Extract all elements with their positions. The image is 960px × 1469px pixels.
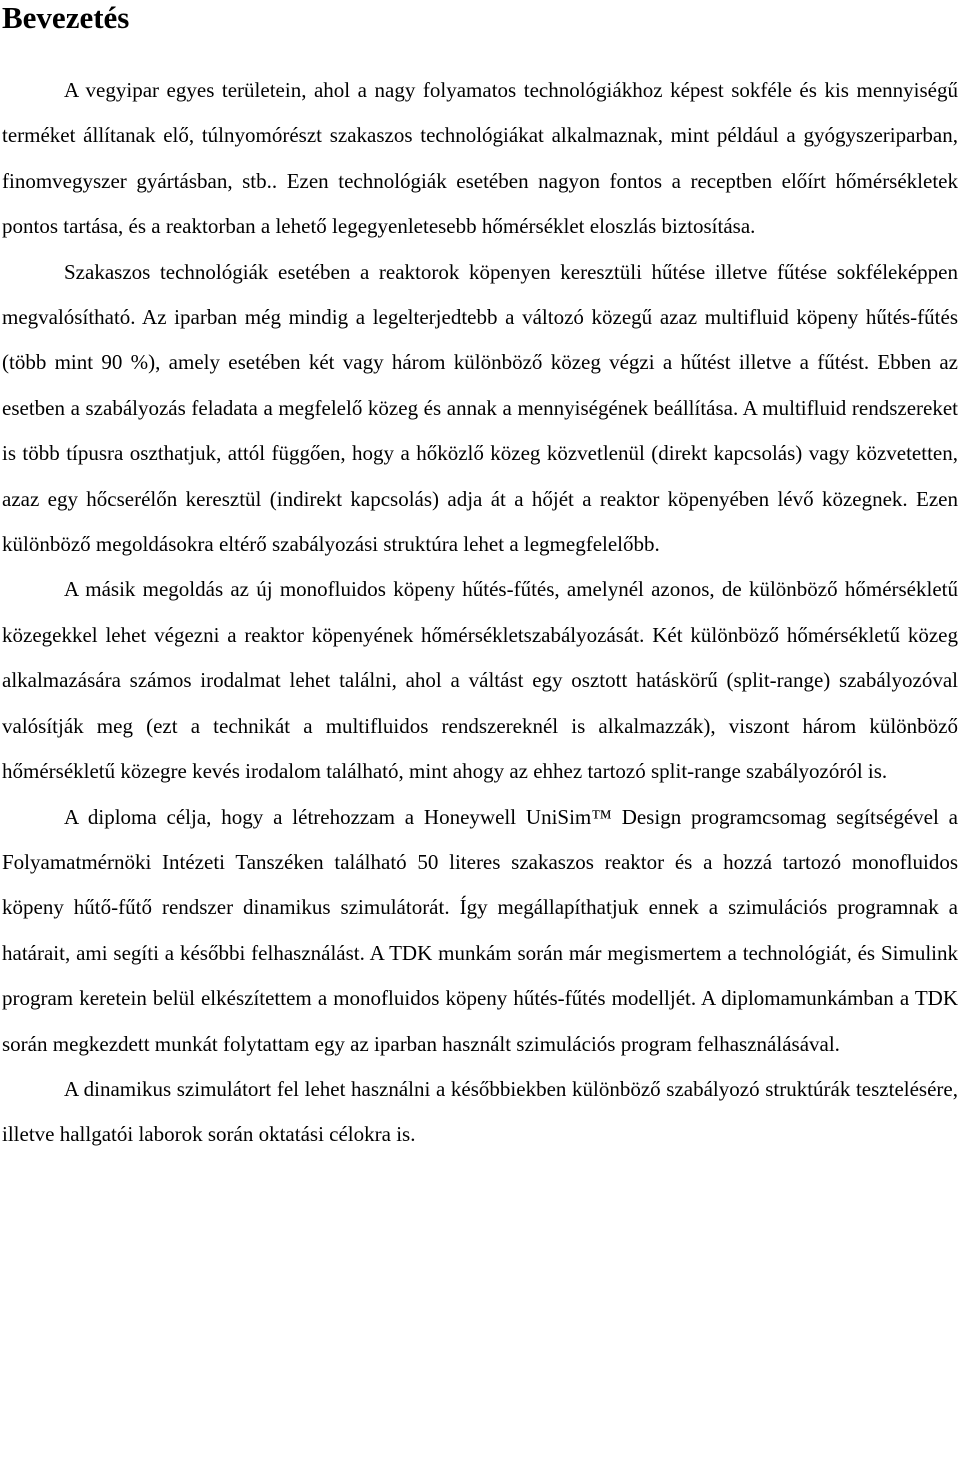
paragraph-multifluid: Szakaszos technológiák esetében a reaktorok köpenyen keresztüli hűtése illetve fűtése sokféleképpen megvalósítható. Az iparban még mindig a legelterjedtebb a változó közegű azaz multifluid köpeny hűtés-fűtés (több mint 90 %), amely esetében két vagy három különböző közeg végzi a hűtést illetve a fűtést. Ebben az esetben a szabályozás feladata a megfelelő közeg és annak a mennyiségének beállítása. A multifluid rendszereket is több típusra oszthatjuk, attól függően, hogy a hőközlő közeg közvetlenül (direkt kapcsolás) vagy közvetetten, azaz egy hőcserélőn keresztül (indirekt kapcsolás) adja át a hőjét a reaktor köpenyében lévő közegnek. Ezen különböző megoldásokra eltérő szabályozási struktúra lehet a legmegfelelőbb. [2, 259, 958, 557]
section-title: Bevezetés [2, 0, 130, 35]
document-page [2, 0, 958, 1158]
paragraph-future-use: A dinamikus szimulátort fel lehet használni a későbbiekben különböző szabályozó struktúrák tesztelésére, illetve hallgatói laborok során oktatási célokra is. [2, 1076, 958, 1147]
paragraph-thesis-goal: A diploma célja, hogy a létrehozzam a Honeywell UniSim™ Design programcsomag segítségével a Folyamatmérnöki Intézeti Tanszéken található 50 literes szakaszos reaktor és a hozzá tartozó monofluidos köpeny hűtő-fűtő rendszer dinamikus szimulátorát. Így megállapíthatjuk ennek a szimulációs programnak a határait, ami segíti a későbbi felhasználást. A TDK munkám során már megismertem a technológiát, és Simulink program keretein belül elkészítettem a monofluidos köpeny hűtés-fűtés modelljét. A diplomamunkámban a TDK során megkezdett munkát folytattam egy az iparban használt szimulációs program felhasználásával. [2, 804, 958, 1056]
paragraph-monofluid: A másik megoldás az új monofluidos köpeny hűtés-fűtés, amelynél azonos, de különböző hőmérsékletű közegekkel lehet végezni a reaktor köpenyének hőmérsékletszabályozását. Két különböző hőmérsékletű közeg alkalmazására számos irodalmat lehet találni, ahol a váltást egy osztott hatáskörű (split-range) szabályozóval valósítják meg (ezt a technikát a multifluidos rendszereknél is alkalmazzák), viszont három különböző hőmérsékletű közegre kevés irodalom található, mint ahogy az ehhez tartozó split-range szabályozóról is. [2, 577, 958, 784]
paragraph-intro: A vegyipar egyes területein, ahol a nagy folyamatos technológiákhoz képest sokféle és kis mennyiségű terméket állítanak elő, túlnyomórészt szakaszos technológiákat alkalmaznak, mint például a gyógyszeriparban, finomvegyszer gyártásban, stb.. Ezen technológiák esetében nagyon fontos a receptben előírt hőmérsékletek pontos tartása, és a reaktorban a lehető legegyenletesebb hőmérséklet eloszlás biztosítása. [2, 78, 958, 239]
